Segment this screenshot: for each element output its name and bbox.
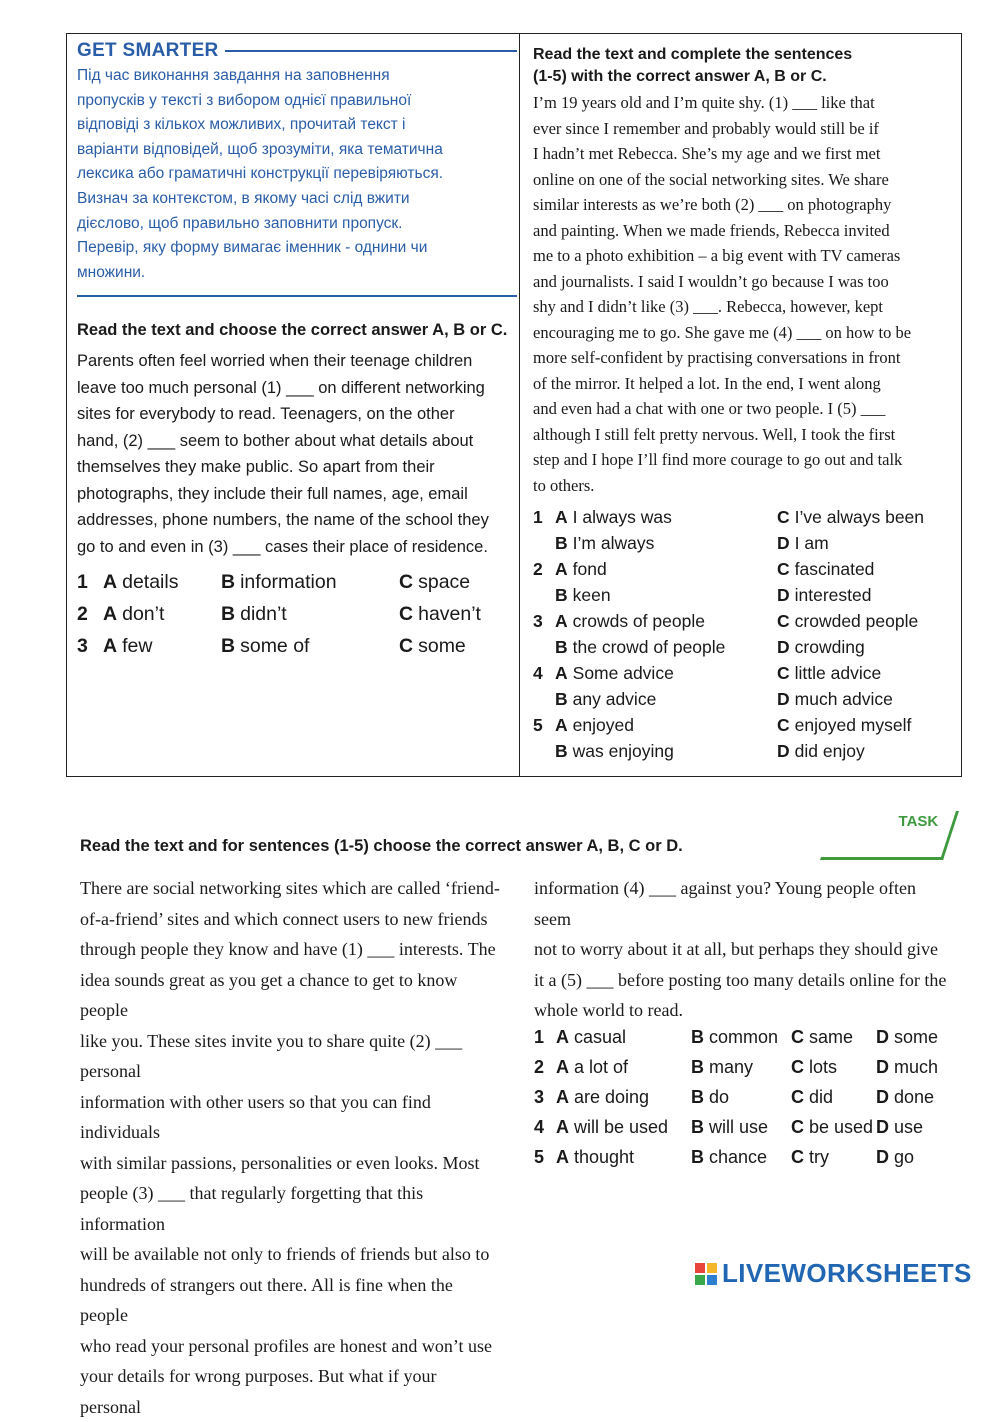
task2-options bbox=[533, 504, 957, 764]
option-d[interactable]: D much advice bbox=[777, 688, 893, 709]
text-line: of the mirror. It helped a lot. In the end, I went along bbox=[533, 373, 881, 393]
option-row bbox=[533, 608, 957, 634]
get-smarter-tip bbox=[77, 64, 517, 285]
task3-options bbox=[534, 1022, 950, 1172]
question-number: 4 bbox=[533, 662, 543, 683]
question-number: 5 bbox=[533, 714, 543, 735]
right-column bbox=[533, 44, 957, 764]
tip-line: дієслово, щоб правильно заповнити пропуск. bbox=[77, 214, 403, 232]
option-b[interactable]: B didn’t bbox=[221, 602, 287, 625]
option-a[interactable]: A don’t bbox=[103, 602, 165, 625]
option-c[interactable]: C be used bbox=[791, 1116, 874, 1137]
task3-heading: Read the text and for sentences (1-5) choose the correct answer A, B, C or D. bbox=[80, 837, 683, 855]
option-row bbox=[533, 556, 957, 582]
option-row bbox=[77, 566, 517, 598]
task2-heading bbox=[533, 44, 957, 88]
text-line: whole world to read. bbox=[534, 1000, 683, 1020]
question-number: 1 bbox=[77, 570, 88, 593]
option-b[interactable]: B information bbox=[221, 570, 337, 593]
tip-line: лексика або граматичні конструкції перевіряються. bbox=[77, 165, 444, 183]
text-line: it a (5) ___ before posting too many details online for the bbox=[534, 969, 947, 990]
logo-square bbox=[707, 1275, 717, 1285]
option-a[interactable]: A I always was bbox=[555, 506, 672, 527]
option-row bbox=[534, 1052, 950, 1082]
option-b[interactable]: B any advice bbox=[555, 688, 657, 709]
question-number: 4 bbox=[534, 1116, 545, 1137]
logo-icon bbox=[695, 1263, 717, 1285]
option-row bbox=[533, 634, 957, 660]
option-d[interactable]: D use bbox=[876, 1116, 924, 1137]
question-number: 5 bbox=[534, 1146, 545, 1167]
text-line: online on one of the social networking sites. We share bbox=[533, 169, 889, 189]
option-c[interactable]: C lots bbox=[791, 1056, 838, 1077]
heading-line: Read the text and complete the sentences bbox=[533, 46, 853, 63]
tip-line: Перевір, яку форму вимагає іменник - однини чи bbox=[77, 239, 428, 257]
option-b[interactable]: B was enjoying bbox=[555, 740, 674, 761]
task1-options bbox=[77, 566, 517, 662]
text-line: similar interests as we’re both (2) ___ on photography bbox=[533, 195, 892, 214]
text-line: sites for everybody to read. Teenagers, on the other bbox=[77, 405, 455, 424]
option-c[interactable]: C space bbox=[399, 570, 471, 593]
text-line: people (3) ___ that regularly forgetting that this information bbox=[80, 1183, 424, 1234]
option-b[interactable]: B common bbox=[691, 1026, 779, 1047]
text-line: leave too much personal (1) ___ on different networking bbox=[77, 378, 485, 397]
option-a[interactable]: A thought bbox=[556, 1146, 635, 1167]
option-d[interactable]: D go bbox=[876, 1146, 915, 1167]
option-a[interactable]: A will be used bbox=[556, 1116, 669, 1137]
text-line: step and I hope I’ll find more courage to go out and talk bbox=[533, 450, 903, 469]
option-a[interactable]: A a lot of bbox=[556, 1056, 629, 1077]
option-b[interactable]: B will use bbox=[691, 1116, 769, 1137]
text-line: and painting. When we made friends, Rebecca invited bbox=[533, 220, 890, 240]
header-rule bbox=[225, 50, 517, 52]
task1-heading: Read the text and choose the correct answer A, B or C. bbox=[77, 321, 508, 340]
option-c[interactable]: C enjoyed myself bbox=[777, 714, 912, 735]
tip-line: Визнач за контекстом, в якому часі слід вжити bbox=[77, 189, 410, 207]
text-line: information with other users so that you can find individuals bbox=[80, 1091, 431, 1142]
text-line: and even had a chat with one or two people. I (5) ___ bbox=[533, 399, 886, 418]
text-line: of-a-friend’ sites and which connect users to new friends bbox=[80, 908, 488, 929]
tip-line: пропусків у тексті з вибором однієї правильної bbox=[77, 91, 412, 109]
option-c[interactable]: C did bbox=[791, 1086, 834, 1107]
text-line: who read your personal profiles are honest and won’t use bbox=[80, 1335, 493, 1356]
question-number: 2 bbox=[533, 558, 543, 579]
option-row bbox=[533, 712, 957, 738]
option-d[interactable]: D interested bbox=[777, 584, 872, 605]
option-a[interactable]: A casual bbox=[556, 1026, 627, 1047]
option-c[interactable]: C some bbox=[399, 634, 466, 657]
question-number: 2 bbox=[77, 602, 88, 625]
text-line: like you. These sites invite you to share quite (2) ___ personal bbox=[80, 1030, 463, 1081]
option-c[interactable]: C crowded people bbox=[777, 610, 919, 631]
option-c[interactable]: C little advice bbox=[777, 662, 882, 683]
text-line: Parents often feel worried when their teenage children bbox=[77, 352, 473, 371]
text-line: not to worry about it at all, but perhaps they should give bbox=[534, 939, 938, 959]
option-b[interactable]: B chance bbox=[691, 1146, 768, 1167]
option-c[interactable]: C fascinated bbox=[777, 558, 875, 579]
task-badge-label: TASK bbox=[898, 813, 939, 830]
tip-line: варіанти відповідей, щоб зрозуміти, яка тематична bbox=[77, 140, 443, 158]
text-line: addresses, phone numbers, the name of the school they bbox=[77, 511, 489, 530]
text-line: themselves they make public. So apart from their bbox=[77, 458, 435, 477]
text-line: idea sounds great as you get a chance to get to know people bbox=[80, 969, 458, 1020]
option-row bbox=[533, 738, 957, 764]
text-line: will be available not only to friends of friends but also to bbox=[80, 1244, 490, 1264]
text-line: hundreds of strangers out there. All is fine when the people bbox=[80, 1274, 453, 1325]
option-b[interactable]: B some of bbox=[221, 634, 310, 657]
option-row bbox=[534, 1082, 950, 1112]
text-line: I’m 19 years old and I’m quite shy. (1) ___ like that bbox=[533, 93, 875, 112]
text-line: although I still felt pretty nervous. Well, I took the first bbox=[533, 424, 896, 444]
top-worksheet-box bbox=[66, 33, 962, 777]
option-row bbox=[77, 630, 517, 662]
column-divider bbox=[519, 34, 520, 776]
question-number: 3 bbox=[77, 634, 88, 657]
option-a[interactable]: A enjoyed bbox=[555, 714, 634, 735]
option-d[interactable]: D much bbox=[876, 1056, 939, 1077]
text-line: with similar passions, personalities or even looks. Most bbox=[80, 1152, 480, 1173]
option-b[interactable]: B the crowd of people bbox=[555, 636, 726, 657]
option-b[interactable]: B keen bbox=[555, 584, 611, 605]
task-badge bbox=[820, 811, 959, 860]
text-line: shy and I didn’t like (3) ___. Rebecca, however, kept bbox=[533, 297, 884, 316]
option-row bbox=[533, 504, 957, 530]
option-c[interactable]: C haven’t bbox=[399, 602, 481, 625]
option-row bbox=[534, 1112, 950, 1142]
option-d[interactable]: D some bbox=[876, 1026, 939, 1047]
text-line: There are social networking sites which are called ‘friend- bbox=[80, 878, 500, 898]
logo-text: LIVEWORKSHEETS bbox=[722, 1258, 972, 1288]
option-row bbox=[533, 582, 957, 608]
option-d[interactable]: D done bbox=[876, 1086, 935, 1107]
heading-line: (1-5) with the correct answer A, B or C. bbox=[533, 68, 827, 85]
option-a[interactable]: A are doing bbox=[556, 1086, 650, 1107]
text-line: to others. bbox=[533, 475, 595, 495]
option-b[interactable]: B do bbox=[691, 1086, 730, 1107]
option-row bbox=[534, 1142, 950, 1172]
text-line: more self-confident by practising conversations in front bbox=[533, 348, 901, 367]
text-line: through people they know and have (1) ___ interests. The bbox=[80, 939, 496, 959]
question-number: 1 bbox=[533, 506, 543, 527]
option-row bbox=[534, 1022, 950, 1052]
option-d[interactable]: D I am bbox=[777, 532, 829, 553]
logo-square bbox=[695, 1263, 705, 1273]
option-a[interactable]: A Some advice bbox=[555, 662, 674, 683]
option-c[interactable]: C I’ve always been bbox=[777, 506, 925, 527]
option-row bbox=[533, 660, 957, 686]
text-line: information (4) ___ against you? Young people often seem bbox=[534, 878, 916, 929]
get-smarter-title: GET SMARTER bbox=[77, 40, 219, 61]
text-line: encouraging me to go. She gave me (4) ___ on how to be bbox=[533, 322, 912, 342]
tip-line: Під час виконання завдання на заповнення bbox=[77, 67, 390, 84]
text-line: I hadn’t met Rebecca. She’s my age and we first met bbox=[533, 144, 881, 163]
text-line: ever since I remember and probably would still be if bbox=[533, 118, 879, 138]
option-a[interactable]: A crowds of people bbox=[555, 610, 705, 631]
text-line: me to a photo exhibition – a big event with TV cameras bbox=[533, 246, 901, 265]
option-row bbox=[77, 598, 517, 630]
task3-text-right bbox=[534, 873, 950, 1026]
task1-text bbox=[77, 348, 517, 560]
option-c[interactable]: C same bbox=[791, 1026, 854, 1047]
question-number: 1 bbox=[534, 1026, 545, 1047]
option-c[interactable]: C try bbox=[791, 1146, 829, 1167]
option-b[interactable]: B many bbox=[691, 1056, 754, 1077]
text-line: hand, (2) ___ seem to bother about what details about bbox=[77, 431, 474, 450]
text-line: your details for wrong purposes. But what if your personal bbox=[80, 1366, 437, 1417]
question-number: 3 bbox=[534, 1086, 545, 1107]
text-line: photographs, they include their full names, age, email bbox=[77, 484, 468, 503]
option-a[interactable]: A details bbox=[103, 570, 179, 593]
option-row bbox=[533, 530, 957, 556]
option-d[interactable]: D did enjoy bbox=[777, 740, 865, 761]
get-smarter-header bbox=[77, 40, 517, 62]
liveworksheets-logo[interactable] bbox=[695, 1258, 972, 1289]
question-number: 2 bbox=[534, 1056, 545, 1077]
left-column bbox=[77, 40, 517, 662]
text-line: go to and even in (3) ___ cases their place of residence. bbox=[77, 537, 488, 556]
task3-text-left bbox=[80, 873, 500, 1422]
logo-square bbox=[707, 1263, 717, 1273]
text-line: and journalists. I said I wouldn’t go because I was too bbox=[533, 271, 889, 291]
logo-square bbox=[695, 1275, 705, 1285]
option-a[interactable]: A fond bbox=[555, 558, 607, 579]
option-b[interactable]: B I’m always bbox=[555, 532, 655, 553]
option-row bbox=[533, 686, 957, 712]
option-d[interactable]: D crowding bbox=[777, 636, 865, 657]
option-a[interactable]: A few bbox=[103, 634, 153, 657]
question-number: 3 bbox=[533, 610, 543, 631]
tip-line: відповіді з кількох можливих, прочитай текст і bbox=[77, 116, 406, 134]
tip-bottom-rule bbox=[77, 295, 517, 297]
task2-text bbox=[533, 90, 957, 498]
tip-line: множини. bbox=[77, 263, 146, 281]
